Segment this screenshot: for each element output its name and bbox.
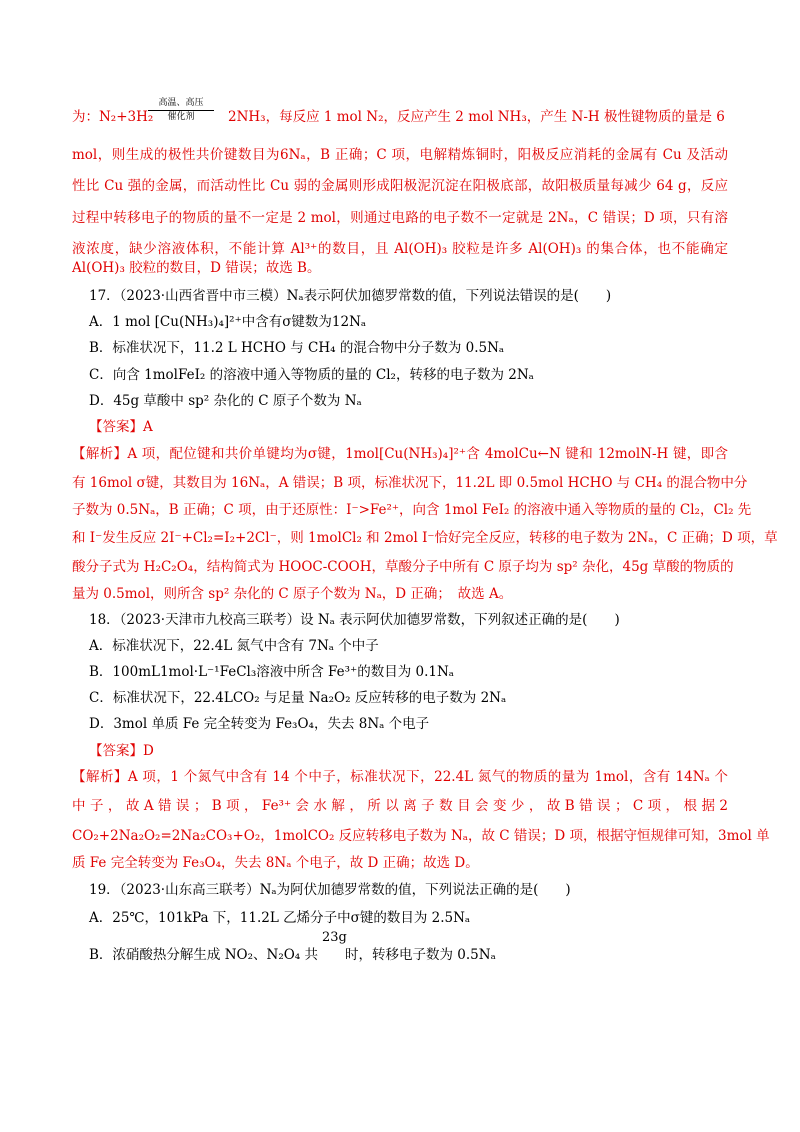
q19-option-b: B．浓硝酸热分解生成 NO₂、N₂O₄ 共 时，转移电子数为 0.5Nₐ <box>89 947 496 963</box>
q17-explanation-4: 和 I⁻发生反应 2I⁻+Cl₂=I₂+2Cl⁻，则 1molCl₂ 和 2mol I⁻恰好完全反应，转移的电子数为 2Nₐ，C 正确；D 项，草 <box>72 530 778 546</box>
q19-option-b-mass: 23g <box>322 930 347 945</box>
q18-stem: 18．（2023·天津市九校高三联考）设 Nₐ 表示阿伏加德罗常数，下列叙述正确的是( ) <box>89 612 620 628</box>
continuation-line-6: Al(OH)₃ 胶粒的数目，D 错误；故选 B。 <box>72 260 321 276</box>
q17-explanation-1: 【解析】A 项，配位键和共价单键均为σ键，1mol[Cu(NH₃)₄]²⁺含 4molCu←N 键和 12molN-H 键，即含 <box>72 446 728 462</box>
continuation-line-1b: 2NH₃，每反应 1 mol N₂，反应产生 2 mol NH₃，产生 N-H 极性键物质的量是 6 <box>228 109 725 125</box>
continuation-line-5: 液浓度，缺少溶液体积，不能计算 Al³⁺的数目，且 Al(OH)₃ 胶粒是许多 Al(OH)₃ 的集合体，也不能确定 <box>72 241 728 257</box>
q18-answer: 【答案】D <box>89 743 154 759</box>
continuation-line-2: mol，则生成的极性共价键数目为6Nₐ，B 正确；C 项，电解精炼铜时，阳极反应消耗的金属有 Cu 及活动 <box>72 147 728 163</box>
q17-explanation-5: 酸分子式为 H₂C₂O₄，结构简式为 HOOC-COOH，草酸分子中所有 C 原子均为 sp² 杂化，45g 草酸的物质的 <box>72 559 734 575</box>
q18-option-a: A．标准状况下，22.4L 氮气中含有 7Nₐ 个中子 <box>89 638 379 654</box>
q18-explanation-3: CO₂+2Na₂O₂=2Na₂CO₃+O₂，1molCO₂ 反应转移电子数为 Nₐ，故 C 错误；D 项，根据守恒规律可知，3mol 单 <box>72 828 770 844</box>
condition-bottom: 催化剂 <box>167 112 195 122</box>
q17-stem: 17．（2023·山西省晋中市三模）Nₐ表示阿伏加德罗常数的值，下列说法错误的是( ) <box>89 288 612 304</box>
q18-option-c: C．标准状况下，22.4LCO₂ 与足量 Na₂O₂ 反应转移的电子数为 2Nₐ <box>89 690 507 706</box>
q17-option-c: C．向含 1molFeI₂ 的溶液中通入等物质的量的 Cl₂，转移的电子数为 2Nₐ <box>89 367 534 383</box>
condition-top: 高温、高压 <box>158 98 204 108</box>
q18-option-d: D．3mol 单质 Fe 完全转变为 Fe₃O₄，失去 8Nₐ 个电子 <box>89 716 430 732</box>
q19-stem: 19．（2023·山东高三联考）Nₐ为阿伏加德罗常数的值，下列说法正确的是( ) <box>89 882 571 898</box>
continuation-line-1a: 为：N₂+3H₂ <box>72 109 154 125</box>
q17-option-d: D．45g 草酸中 sp² 杂化的 C 原子个数为 Nₐ <box>89 393 362 409</box>
q18-explanation-1: 【解析】A 项，1 个氮气中含有 14 个中子，标准状况下，22.4L 氮气的物质的量为 1mol，含有 14Nₐ 个 <box>72 769 728 785</box>
q18-explanation-4: 质 Fe 完全转变为 Fe₃O₄，失去 8Nₐ 个电子，故 D 正确；故选 D。 <box>72 855 479 871</box>
q17-option-b: B．标准状况下，11.2 L HCHO 与 CH₄ 的混合物中分子数为 0.5Nₐ <box>89 340 505 356</box>
condition-arrow <box>148 110 214 111</box>
q17-answer: 【答案】A <box>89 419 153 435</box>
q17-explanation-2: 有 16mol σ键，其数目为 16Nₐ，A 错误；B 项，标准状况下，11.2L 即 0.5mol HCHO 与 CH₄ 的混合物中分 <box>72 475 748 491</box>
q19-option-a: A．25℃，101kPa 下，11.2L 乙烯分子中σ键的数目为 2.5Nₐ <box>89 910 471 926</box>
q17-option-a: A．1 mol [Cu(NH₃)₄]²⁺中含有σ键数为12Nₐ <box>89 314 367 330</box>
q18-explanation-2: 中 子 ， 故 A 错 误 ； B 项 ， Fe³⁺ 会 水 解 ， 所 以 离 子 数 目 会 变 少 ， 故 B 错 误 ； C 项 ， 根 据 2 <box>72 798 728 814</box>
q18-option-b: B．100mL1mol·L⁻¹FeCl₃溶液中所含 Fe³⁺的数目为 0.1Nₐ <box>89 664 454 680</box>
q17-explanation-3: 子数为 0.5Nₐ，B 正确；C 项，由于还原性：I⁻>Fe²⁺，向含 1mol FeI₂ 的溶液中通入等物质的量的 Cl₂，Cl₂ 先 <box>72 502 752 518</box>
continuation-line-3: 性比 Cu 强的金属，而活动性比 Cu 弱的金属则形成阳极泥沉淀在阳极底部，故阳极质量每减少 64 g，反应 <box>72 178 728 194</box>
continuation-line-4: 过程中转移电子的物质的量不一定是 2 mol，则通过电路的电子数不一定就是 2Nₐ，C 错误；D 项，只有溶 <box>72 210 728 226</box>
q17-explanation-6: 量为 0.5mol，则所含 sp² 杂化的 C 原子个数为 Nₐ，D 正确； 故选 A。 <box>72 586 513 602</box>
reaction-condition <box>148 98 214 123</box>
